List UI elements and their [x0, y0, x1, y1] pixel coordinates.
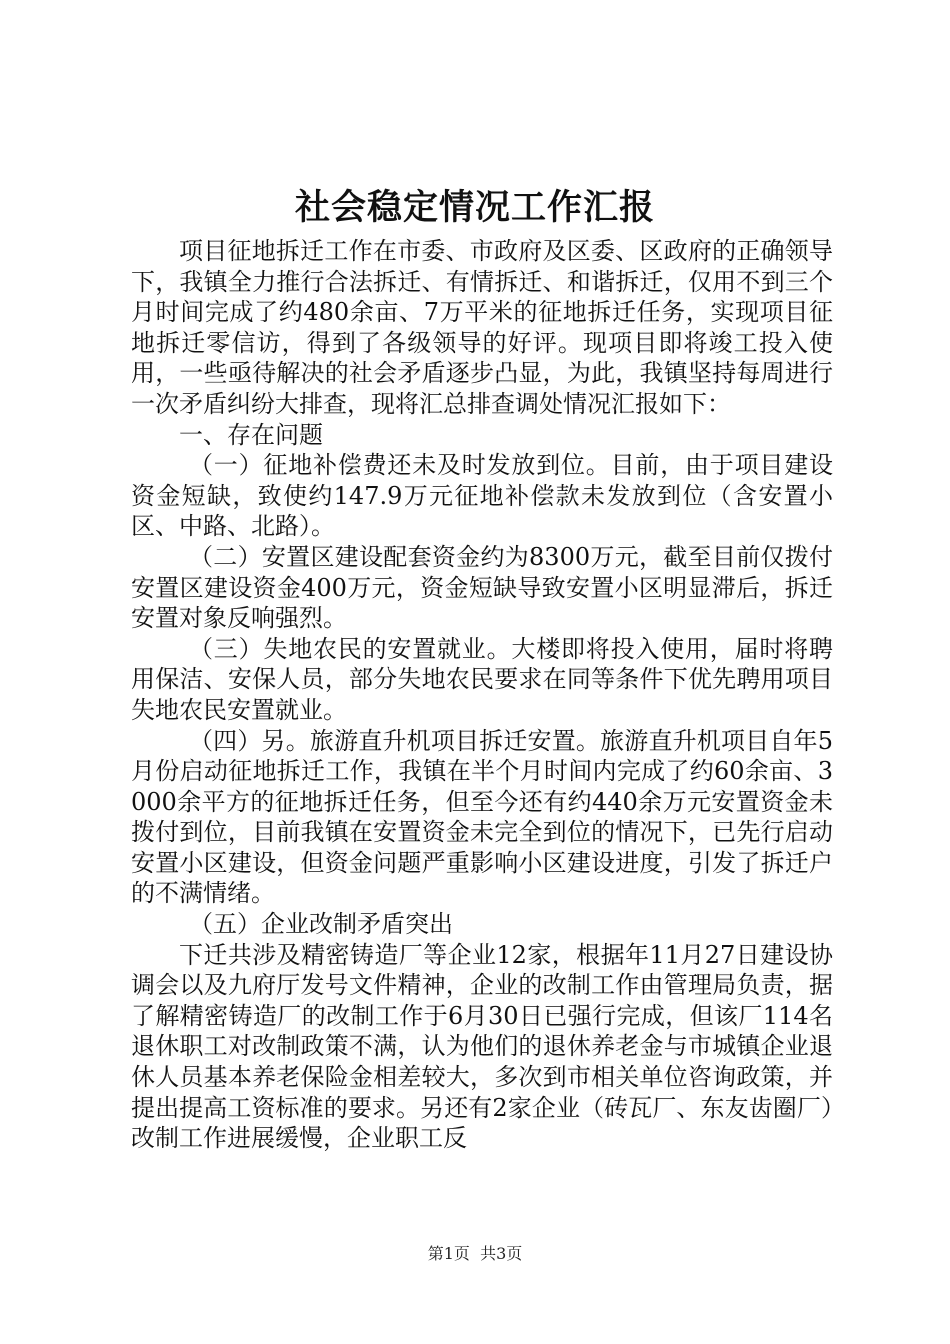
issue-4-paragraph: （四）另。旅游直升机项目拆迁安置。旅游直升机项目自年5月份启动征地拆迁工作，我镇在半个月时间内完成了约60余亩、3000余平方的征地拆迁任务，但至今还有约440余万元安置资金未拨付到位，目前我镇在安置资金未完全到位的情况下，已先行启动安置小区建设，但资金问题严重影响小区建设进度，引发了拆迁户的不满情绪。 [131, 726, 833, 908]
intro-paragraph: 项目征地拆迁工作在市委、市政府及区委、区政府的正确领导下，我镇全力推行合法拆迁、有情拆迁、和谐拆迁，仅用不到三个月时间完成了约480余亩、7万平米的征地拆迁任务，实现项目征地拆迁零信访，得到了各级领导的好评。现项目即将竣工投入使用，一些亟待解决的社会矛盾逐步凸显，为此，我镇坚持每周进行一次矛盾纠纷大排查，现将汇总排查调处情况汇报如下： [131, 237, 833, 418]
document-title: 社会稳定情况工作汇报 [294, 187, 655, 228]
issue-5-heading: （五）企业改制矛盾突出 [189, 910, 453, 939]
issue-5-paragraph: 下迁共涉及精密铸造厂等企业12家，根据年11月27日建设协调会以及九府厅发号文件精神，企业的改制工作由管理局负责，据了解精密铸造厂的改制工作于6月30日已强行完成，但该厂114名退休职工对改制政策不满，认为他们的退休养老金与市城镇企业退休人员基本养老保险金相差较大，多次到市相关单位咨询政策，并提出提高工资标准的要求。另还有2家企业（砖瓦厂、东友齿圈厂）改制工作进展缓慢，企业职工反 [131, 940, 833, 1153]
issue-2-paragraph: （二）安置区建设配套资金约为8300万元，截至目前仅拨付安置区建设资金400万元，资金短缺导致安置小区明显滞后，拆迁安置对象反响强烈。 [131, 542, 833, 633]
issue-1-paragraph: （一）征地补偿费还未及时发放到位。目前，由于项目建设资金短缺，致使约147.9万元征地补偿款未发放到位（含安置小区、中路、北路）。 [131, 451, 833, 541]
page-number: 第1页 [427, 1244, 470, 1263]
page-total: 共3页 [480, 1244, 523, 1263]
document-body [131, 236, 833, 1154]
issue-3-paragraph: （三）失地农民的安置就业。大楼即将投入使用，届时将聘用保洁、安保人员，部分失地农民要求在同等条件下优先聘用项目失地农民安置就业。 [131, 634, 833, 724]
page-footer [0, 1243, 950, 1265]
section-heading-problems: 一、存在问题 [179, 420, 323, 449]
